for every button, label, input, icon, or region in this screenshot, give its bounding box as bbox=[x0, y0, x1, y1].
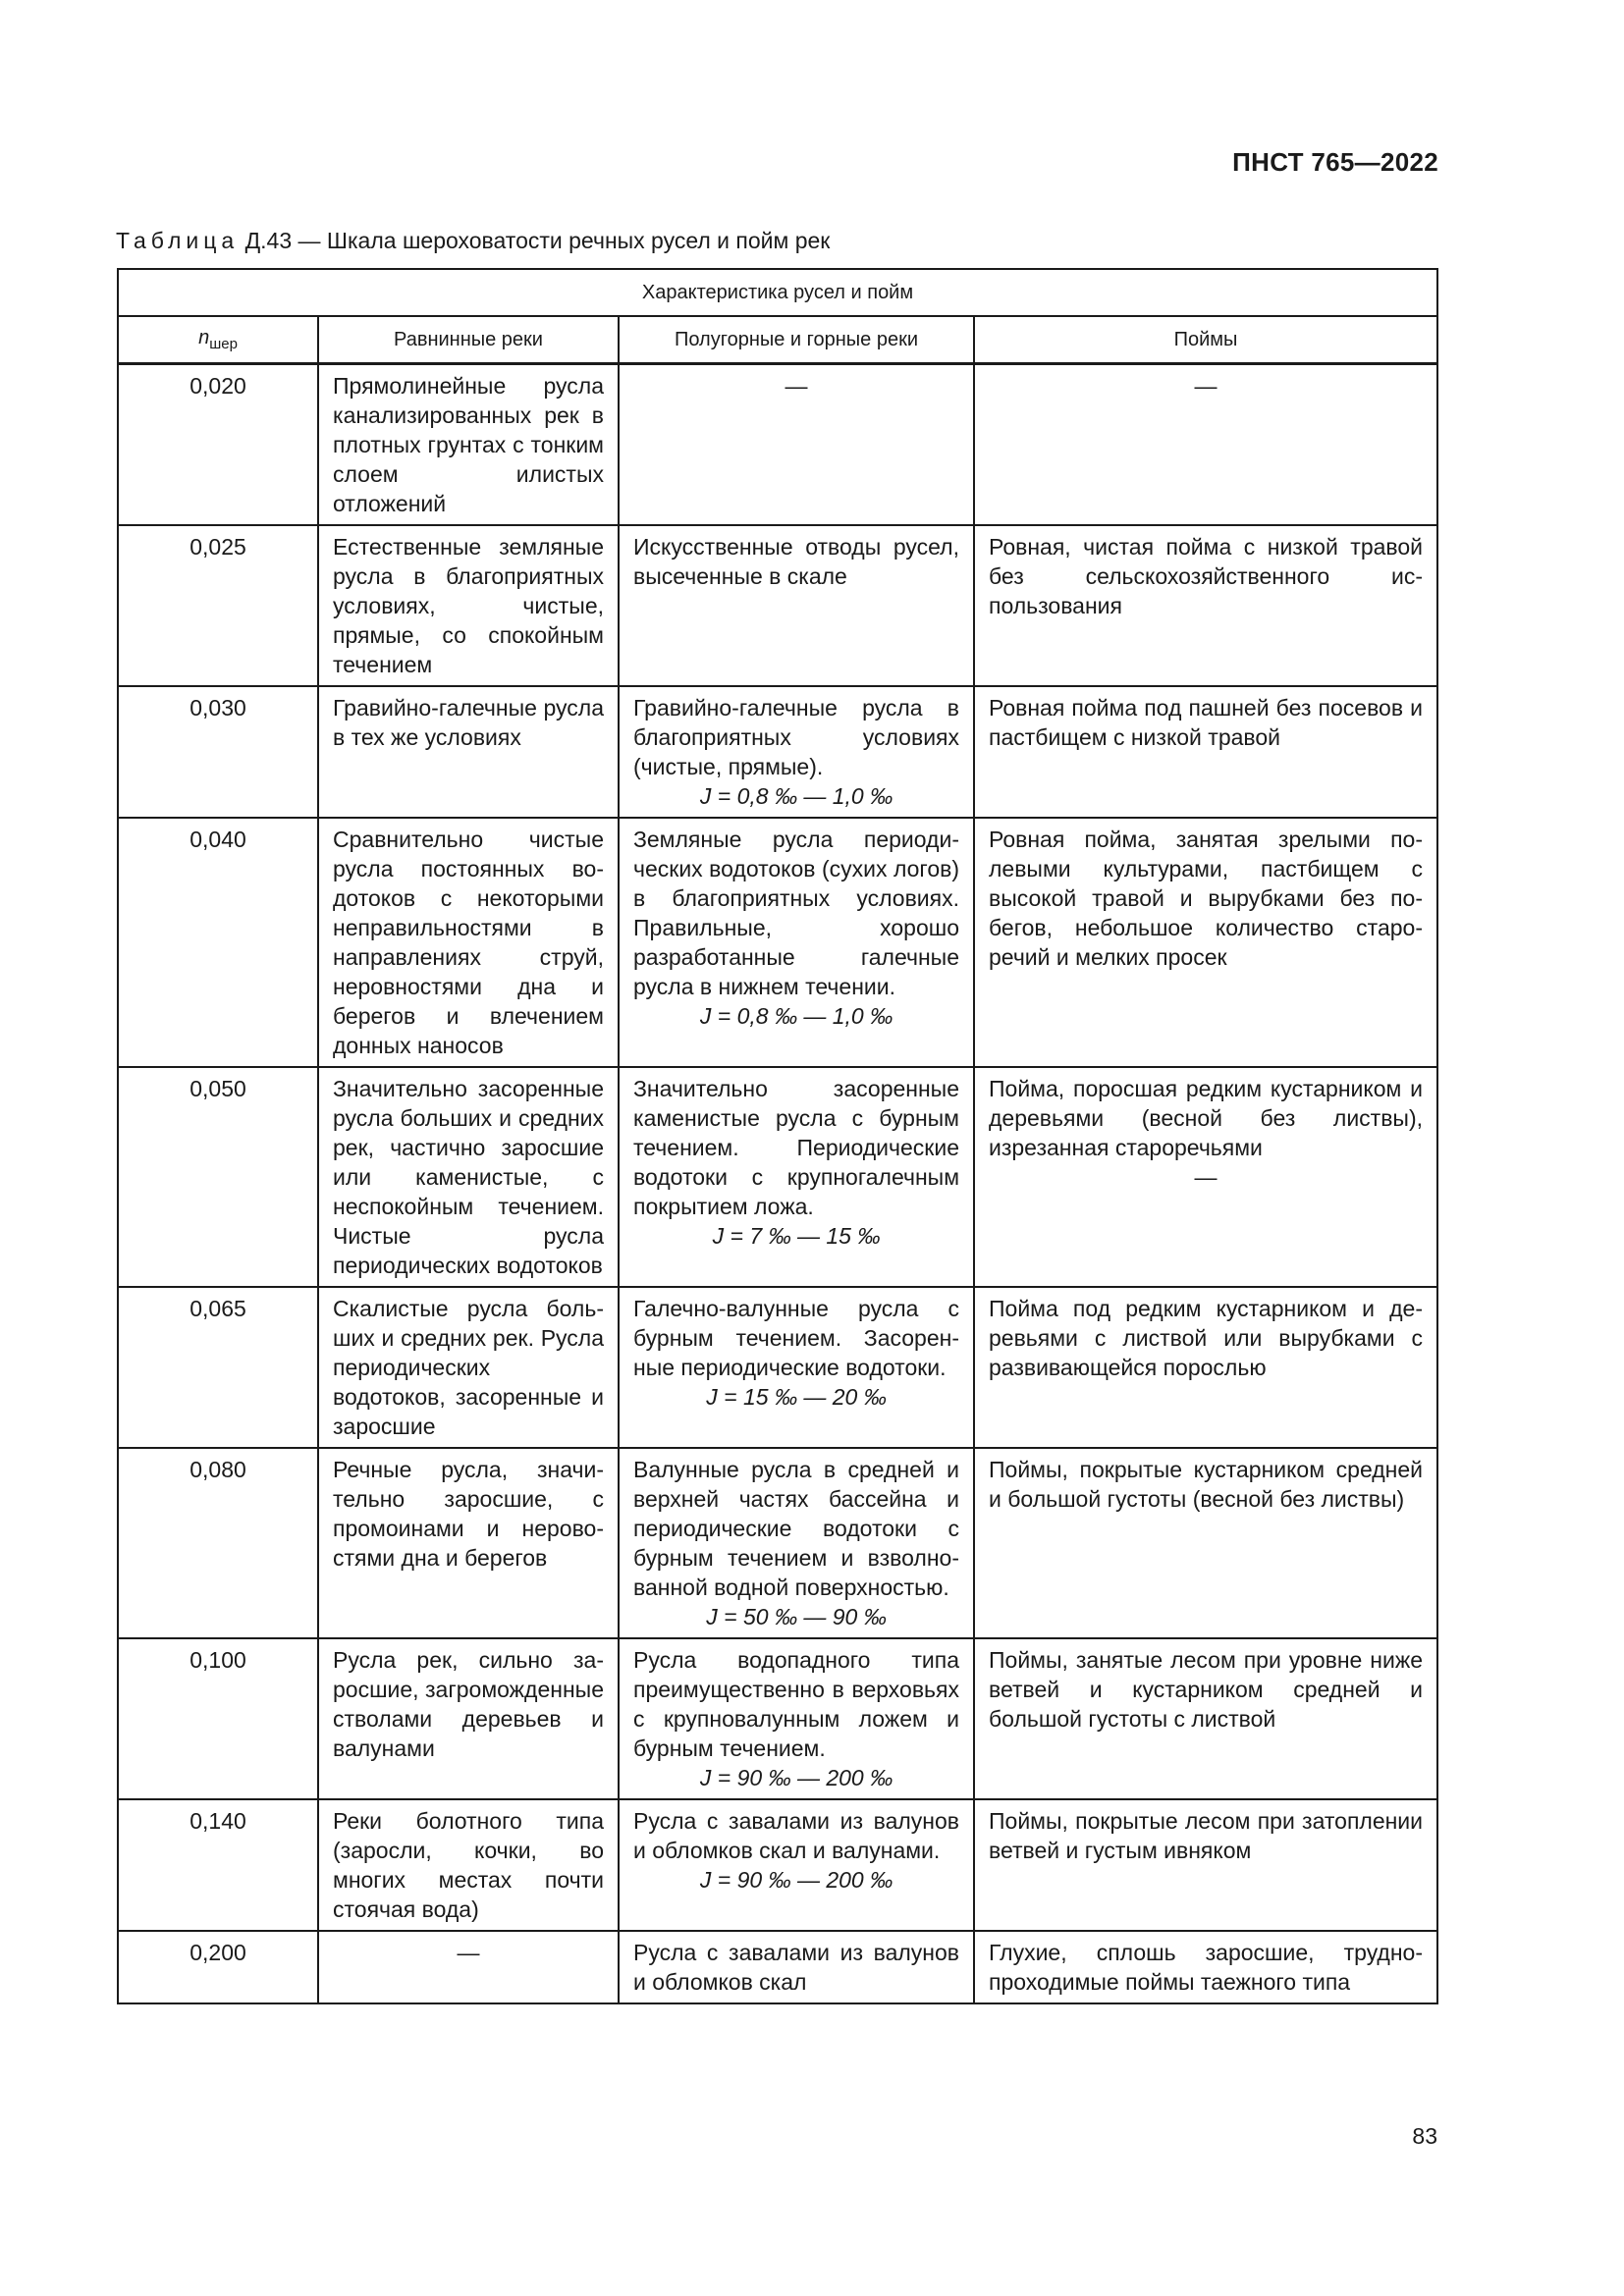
cell-n: 0,040 bbox=[118, 818, 318, 1067]
slope-value: J = 90 ‰ — 200 ‰ bbox=[699, 1765, 893, 1790]
cell-mountain: Русла с завалами из валунов и обломков скал bbox=[619, 1931, 974, 2003]
cell-mountain bbox=[619, 1448, 974, 1638]
cell-mountain bbox=[619, 1287, 974, 1448]
slope-value: J = 0,8 ‰ — 1,0 ‰ bbox=[699, 783, 893, 809]
col-header-mountain: Полугорные и горные реки bbox=[619, 316, 974, 364]
table-row bbox=[118, 1448, 1437, 1638]
slope-value: J = 7 ‰ — 15 ‰ bbox=[712, 1223, 881, 1249]
cell-floodplains-text: — bbox=[1194, 373, 1218, 399]
slope-value: J = 50 ‰ — 90 ‰ bbox=[706, 1604, 887, 1629]
cell-plains: Прямолинейные русла канализированных рек в плотных грунтах с тонким слоем илистых отложений bbox=[318, 364, 619, 526]
col-header-n bbox=[118, 316, 318, 364]
n-symbol: n bbox=[198, 327, 210, 348]
cell-plains: Естественные земляные русла в благоприятных условиях, чистые, прямые, со спокойным течением bbox=[318, 525, 619, 686]
cell-plains-text: — bbox=[457, 1940, 480, 1965]
table-row bbox=[118, 686, 1437, 818]
roughness-table bbox=[117, 268, 1438, 2004]
cell-n: 0,080 bbox=[118, 1448, 318, 1638]
table-title-prefix: Таблица bbox=[116, 228, 240, 253]
cell-mountain-text: — bbox=[785, 373, 808, 399]
cell-mountain: Искусственные отводы русел, высеченные в скале bbox=[619, 525, 974, 686]
cell-n: 0,065 bbox=[118, 1287, 318, 1448]
cell-plains: Гравийно-галечные русла в тех же условиях bbox=[318, 686, 619, 818]
cell-plains: Сравнительно чистые русла постоянных водотоков с некоторыми неправильностями в направлениях струй, неровностями дна и берегов и влечением донных наносов bbox=[318, 818, 619, 1067]
cell-floodplains: Поймы, покрытые кустарником средней и большой густоты (весной без листвы) bbox=[974, 1448, 1437, 1638]
cell-n: 0,100 bbox=[118, 1638, 318, 1799]
table-column-header-row bbox=[118, 316, 1437, 364]
table-row bbox=[118, 1638, 1437, 1799]
cell-floodplains bbox=[974, 364, 1437, 526]
table-row bbox=[118, 1931, 1437, 2003]
cell-floodplains-dash: — bbox=[1194, 1164, 1218, 1190]
cell-mountain bbox=[619, 818, 974, 1067]
col-header-plains: Равнинные реки bbox=[318, 316, 619, 364]
cell-n: 0,200 bbox=[118, 1931, 318, 2003]
col-header-floodplains: Поймы bbox=[974, 316, 1437, 364]
table-group-header-row bbox=[118, 269, 1437, 316]
cell-n: 0,050 bbox=[118, 1067, 318, 1287]
cell-plains: Значительно засоренные русла больших и средних рек, частично заросшие или каменистые, с неспокойным течением. Чистые русла периодических водотоков bbox=[318, 1067, 619, 1287]
cell-n: 0,025 bbox=[118, 525, 318, 686]
table-row bbox=[118, 1799, 1437, 1931]
cell-mountain-text: Гравийно-галечные русла в благоприятных условиях (чистые, прямые). bbox=[633, 695, 959, 779]
cell-n: 0,020 bbox=[118, 364, 318, 526]
group-header: Характеристика русел и пойм bbox=[118, 269, 1437, 316]
cell-mountain-text: Земляные русла периодических водотоков (сухих логов) в благоприятных условиях. Правильные, хорошо разработанные галечные русла в нижнем течении. bbox=[633, 827, 959, 999]
table-row bbox=[118, 1067, 1437, 1287]
cell-mountain bbox=[619, 686, 974, 818]
cell-mountain-text: Валунные русла в средней и верхней частях бассейна и периодические водотоки с бурным течением и взволнованной водной поверхностью. bbox=[633, 1457, 959, 1600]
cell-mountain bbox=[619, 1638, 974, 1799]
page-number: 83 bbox=[1412, 2123, 1437, 2149]
cell-mountain bbox=[619, 1799, 974, 1931]
table-row bbox=[118, 364, 1437, 526]
cell-plains: Скалистые русла больших и средних рек. Русла периодических водотоков, засоренные и заросшие bbox=[318, 1287, 619, 1448]
cell-floodplains: Ровная, чистая пойма с низкой травой без сельскохозяйственного использования bbox=[974, 525, 1437, 686]
cell-plains bbox=[318, 1931, 619, 2003]
cell-plains: Речные русла, значительно заросшие, с промоинами и неровостями дна и берегов bbox=[318, 1448, 619, 1638]
document-code: ПНСТ 765—2022 bbox=[1232, 147, 1438, 177]
cell-floodplains: Поймы, покрытые лесом при затоплении ветвей и густым ивняком bbox=[974, 1799, 1437, 1931]
cell-floodplains: Глухие, сплошь заросшие, труднопроходимые поймы таежного типа bbox=[974, 1931, 1437, 2003]
cell-floodplains-text: Пойма, поросшая редким кустарником и деревьями (весной без листвы), изрезанная староречьями bbox=[989, 1076, 1424, 1160]
table-title bbox=[116, 228, 830, 254]
cell-floodplains: Пойма под редким кустарником и деревьями с листвой или вырубками с развивающейся порослью bbox=[974, 1287, 1437, 1448]
cell-floodplains: Ровная пойма под пашней без посевов и пастбищем с низкой травой bbox=[974, 686, 1437, 818]
cell-n: 0,140 bbox=[118, 1799, 318, 1931]
n-subscript: шер bbox=[209, 336, 238, 352]
table-row bbox=[118, 818, 1437, 1067]
cell-floodplains: Поймы, занятые лесом при уровне ниже ветвей и кустарником средней и большой густоты с листвой bbox=[974, 1638, 1437, 1799]
cell-mountain bbox=[619, 1067, 974, 1287]
cell-floodplains bbox=[974, 1067, 1437, 1287]
table-row bbox=[118, 1287, 1437, 1448]
cell-mountain bbox=[619, 364, 974, 526]
cell-plains: Русла рек, сильно заросшие, загроможденные стволами деревьев и валунами bbox=[318, 1638, 619, 1799]
slope-value: J = 0,8 ‰ — 1,0 ‰ bbox=[699, 1003, 893, 1029]
cell-plains: Реки болотного типа (заросли, кочки, во многих местах почти стоячая вода) bbox=[318, 1799, 619, 1931]
cell-floodplains: Ровная пойма, занятая зрелыми полевыми культурами, пастбищем с высокой травой и вырубками без побегов, небольшое количество староречий и мелких просек bbox=[974, 818, 1437, 1067]
cell-n: 0,030 bbox=[118, 686, 318, 818]
slope-value: J = 15 ‰ — 20 ‰ bbox=[706, 1384, 887, 1410]
slope-value: J = 90 ‰ — 200 ‰ bbox=[699, 1867, 893, 1893]
cell-mountain-text: Галечно-валунные русла с бурным течением. Засоренные периодические водотоки. bbox=[633, 1296, 959, 1380]
table-title-text: Д.43 — Шкала шероховатости речных русел и пойм рек bbox=[244, 228, 831, 253]
cell-mountain-text: Значительно засоренные каменистые русла с бурным течением. Периодические водотоки с крупногалечным покрытием ложа. bbox=[633, 1076, 959, 1219]
cell-mountain-text: Русла водопадного типа преимущественно в верховьях с крупновалунным ложем и бурным течением. bbox=[633, 1647, 959, 1761]
cell-mountain-text: Русла с завалами из валунов и обломков скал и валунами. bbox=[633, 1808, 959, 1863]
table-row bbox=[118, 525, 1437, 686]
